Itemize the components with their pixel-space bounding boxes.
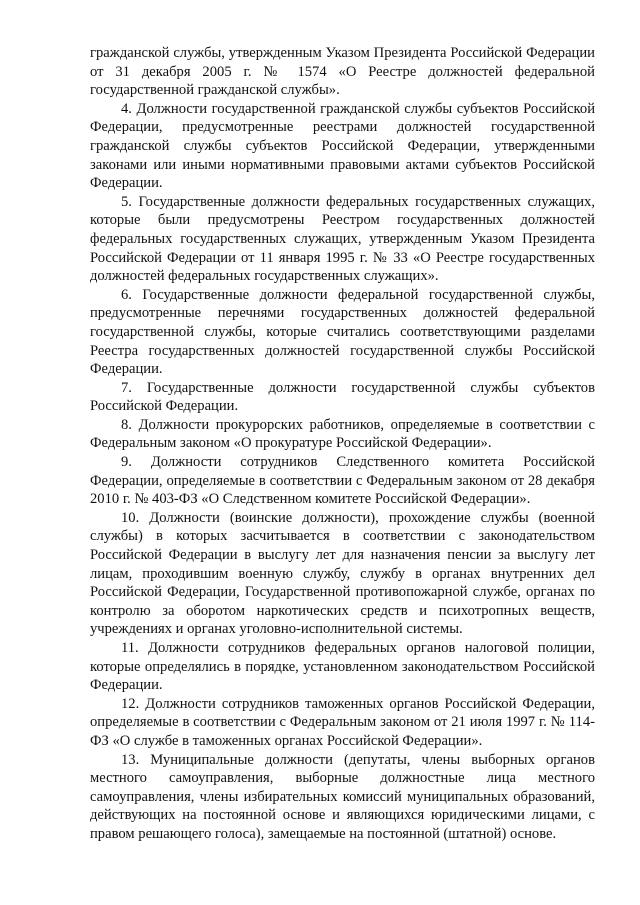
paragraph-continuation: гражданской службы, утвержденным Указом Президента Российской Федерации от 31 декабря 2005 г. № 1574 «О Реестре должностей федеральной государственной гражданской службы». (90, 45, 595, 99)
paragraph-item-12: 12. Должности сотрудников таможенных органов Российской Федерации, определяемые в соответствии с Федеральным законом от 21 июля 1997 г. № 114-ФЗ «О службе в таможенных органах Российской Федерации». (90, 695, 595, 749)
paragraph-item-10: 10. Должности (воинские должности), прохождение службы (военной службы) в которых засчитывается в соответствии с законодательством Российской Федерации в выслугу лет для назначения пенсии за выслугу лет лицам, проходившим военную службу, службу в органах внутренних дел Российской Федерации, Государственной противопожарной службе, органах по контролю за оборотом наркотических средств и психотропных веществ, учреждениях и органах уголовно-исполнительной системы. (90, 509, 595, 638)
paragraph-item-7: 7. Государственные должности государственной службы субъектов Российской Федерации. (90, 379, 595, 415)
paragraph-item-5: 5. Государственные должности федеральных государственных служащих, которые были предусмотрены Реестром государственных должностей федеральных государственных служащих, утвержденным Указом Президента Российской Федерации от 11 января 1995 г. № 33 «О Реестре государственных должностей федеральных государственных служащих». (90, 193, 595, 285)
paragraph-item-13: 13. Муниципальные должности (депутаты, члены выборных органов местного самоуправления, выборные должностные лица местного самоуправления, члены избирательных комиссий муниципальных образований, действующих на постоянной основе и являющихся юридическими лицами, с правом решающего голоса), замещаемые на постоянной (штатной) основе. (90, 751, 595, 842)
paragraph-item-9: 9. Должности сотрудников Следственного комитета Российской Федерации, определяемые в соответствии с Федеральным законом от 28 декабря 2010 г. № 403-ФЗ «О Следственном комитете Российской Федерации». (90, 454, 595, 508)
paragraph-item-11: 11. Должности сотрудников федеральных органов налоговой полиции, которые определялись в порядке, установленном законодательством Российской Федерации. (90, 640, 595, 694)
paragraph-item-8: 8. Должности прокурорских работников, определяемые в соответствии с Федеральным законом «О прокуратуре Российской Федерации». (90, 416, 595, 452)
document-page (90, 44, 595, 844)
paragraph-item-6: 6. Государственные должности федеральной государственной службы, предусмотренные перечнями государственных должностей федеральной государственной службы, которые считались соответствующими разделами Реестра государственных должностей государственной службы Российской Федерации. (90, 286, 595, 378)
paragraph-item-4: 4. Должности государственной гражданской службы субъектов Российской Федерации, предусмотренные реестрами должностей государственной гражданской службы субъектов Российской Федерации, утвержденными законами или иными нормативными правовыми актами субъектов Российской Федерации. (90, 100, 595, 192)
